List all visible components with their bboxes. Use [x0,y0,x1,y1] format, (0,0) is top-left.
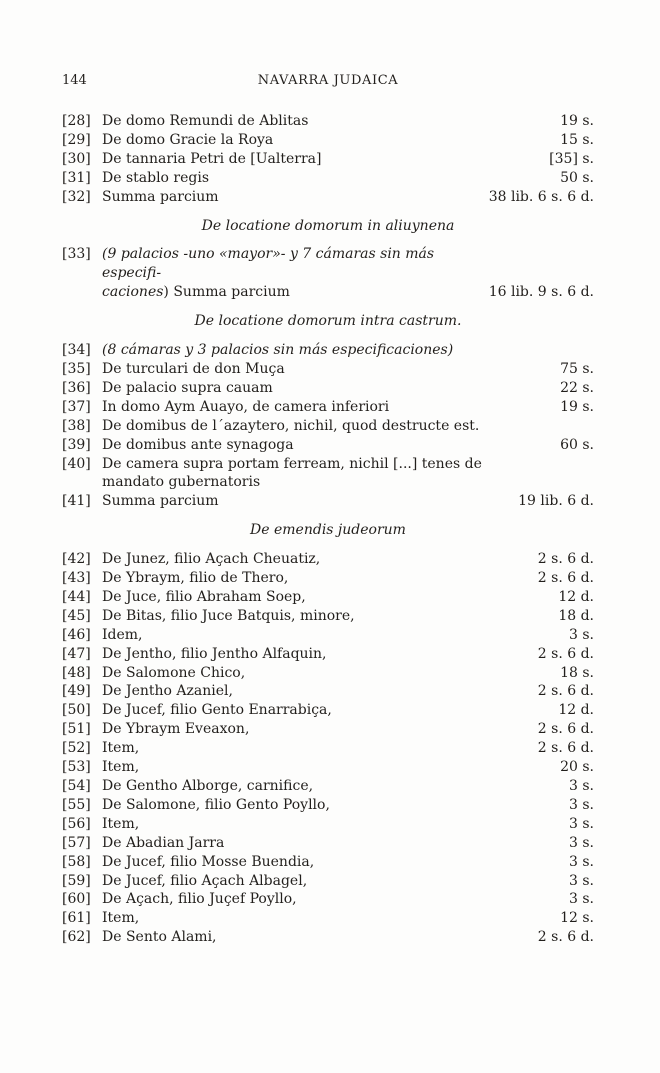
entry-amount: 2 s. 6 d. [537,721,594,738]
entry-number: [39] [62,436,91,453]
entry-row [62,909,594,928]
entry-amount: 16 lib. 9 s. 6 d. [488,284,594,301]
entry-text [102,417,594,436]
entry-text-segment: De Jucef, filio Açach Albagel, [102,872,308,889]
entry-text [102,112,560,131]
entry-text-segment: De Junez, filio Açach Cheuatiz, [102,551,321,568]
entry-text [102,245,489,302]
page-number: 144 [62,73,87,88]
entry-number: [33] [62,246,91,263]
entry-row [62,928,594,947]
entry-amount: 18 s. [560,664,594,681]
entry-number: [35] [62,360,91,377]
entry-row [62,379,594,398]
entry-amount: 3 s. [569,626,594,643]
entry-text-segment: (9 palacios -uno «mayor»- y 7 cámaras sin más especifi- [102,246,435,282]
entry-text-segment: De Jucef, filio Mosse Buendia, [102,853,315,870]
entry-number: [47] [62,645,91,662]
entry-row [62,701,594,720]
entry-number: [41] [62,493,91,510]
entry-text-segment: De Gentho Alborge, carnifice, [102,778,314,794]
entry-text-segment: In domo Aym Auayo, de camera inferiori [102,398,390,415]
entry-text [102,796,569,815]
entry-text [102,682,538,701]
entry-text [102,131,560,150]
entry-text [102,398,560,417]
entry-text [102,169,560,188]
entry-text [102,928,538,947]
entry-number: [62] [62,929,91,946]
entry-number: [43] [62,570,91,587]
entry-row [62,455,594,493]
entry-amount: 19 lib. 6 d. [518,493,594,510]
entry-amount: 3 s. [569,834,594,851]
entry-row [62,626,594,645]
entry-number: [29] [62,131,91,148]
entry-row [62,682,594,701]
entry-amount: 2 s. 6 d. [537,645,594,662]
entry-row [62,834,594,853]
entry-row [62,398,594,417]
section-heading: De locatione domorum intra castrum. [194,313,462,330]
entry-row [62,645,594,664]
entry-text [102,492,518,511]
entry-row [62,890,594,909]
entry-text-segment: De Salomone Chico, [102,664,246,681]
entry-text-segment: De turculari de don Muça [102,360,285,377]
entry-text [102,701,558,720]
entry-text-segment: De tannaria Petri de [Ualterra] [102,150,322,167]
entry-text [102,664,560,683]
entry-number: [42] [62,551,91,568]
entry-text [102,777,569,796]
entry-text [102,890,569,909]
entry-amount: 22 s. [560,379,594,396]
entry-text-segment: Item, [102,740,140,757]
entry-amount: 3 s. [569,891,594,908]
entry-text [102,150,549,169]
entry-row [62,112,594,131]
entry-amount: 12 s. [560,910,594,927]
entry-number: [36] [62,379,91,396]
entry-amount: 19 s. [560,398,594,415]
entry-row [62,436,594,455]
entry-text-segment: De Ybraym, filio de Thero, [102,570,289,587]
entry-row [62,417,594,436]
entry-text-segment: De Jucef, filio Gento Enarrabiça, [102,702,332,719]
entry-number: [54] [62,778,91,794]
entry-row [62,815,594,834]
entry-number: [40] [62,455,91,472]
entry-row [62,796,594,815]
entry-amount: 3 s. [569,796,594,813]
entry-text-segment: ) Summa parcium [163,284,290,301]
entry-text [102,815,569,834]
entry-row [62,588,594,607]
entry-row [62,360,594,379]
entry-text [102,834,569,853]
entry-amount: 2 s. 6 d. [537,570,594,587]
entry-text [102,550,538,569]
entry-amount: 75 s. [560,360,594,377]
entry-number: [52] [62,740,91,757]
entry-row [62,853,594,872]
entry-text-segment: Item, [102,815,140,832]
entry-number: [48] [62,664,91,681]
entry-text [102,569,538,588]
entry-number: [60] [62,891,91,908]
entry-amount: 3 s. [569,853,594,870]
entry-number: [58] [62,853,91,870]
entry-text-segment: Item, [102,759,140,776]
page-header [62,73,594,89]
entry-number: [37] [62,398,91,415]
entry-text-segment: De palacio supra cauam [102,379,273,396]
entry-amount: 50 s. [560,169,594,186]
entry-text-segment: (8 cámaras y 3 palacios sin más especificaciones) [102,342,454,359]
entry-text [102,739,538,758]
entry-amount: 60 s. [560,436,594,453]
entry-number: [38] [62,417,91,434]
entry-number: [44] [62,588,91,605]
entry-text [102,720,538,739]
entry-text-segment: De Ybraym Eveaxon, [102,721,250,738]
entry-amount: 2 s. 6 d. [537,683,594,700]
entry-number: [34] [62,342,91,359]
entry-row [62,550,594,569]
entry-amount: 3 s. [569,872,594,889]
entry-text-segment: De Jentho, filio Jentho Alfaquin, [102,645,327,662]
entry-amount: 20 s. [560,759,594,776]
entry-row [62,664,594,683]
entry-amount: 3 s. [569,778,594,794]
entry-text [102,341,594,360]
entry-text-segment: De domo Gracie la Roya [102,131,274,148]
entry-text-segment: mandato gubernatoris [102,474,261,491]
entry-amount: 38 lib. 6 s. 6 d. [488,188,594,205]
entry-text-segment: De Sento Alami, [102,929,217,946]
entry-number: [28] [62,113,91,129]
entry-amount: 2 s. 6 d. [537,740,594,757]
entry-amount: 3 s. [569,815,594,832]
entry-row [62,150,594,169]
entry-text [102,853,569,872]
entry-number: [45] [62,607,91,624]
entry-number: [46] [62,626,91,643]
entry-text-segment: De Salomone, filio Gento Poyllo, [102,796,330,813]
entry-text-segment: De Juce, filio Abraham Soep, [102,588,306,605]
entry-text-segment: Summa parcium [102,493,219,510]
entry-row [62,188,594,207]
running-title: NAVARRA JUDAICA [257,73,399,88]
entry-text-segment: De domibus ante synagoga [102,436,294,453]
entry-text [102,626,569,645]
entry-text-segment: De domibus de l´azaytero, nichil, quod destructe est. [102,417,480,434]
entry-amount: 12 d. [558,702,594,719]
entry-row [62,131,594,150]
entry-text-segment: De Bitas, filio Juce Batquis, minore, [102,607,355,624]
entry-text [102,872,569,891]
entry-row [62,777,594,796]
entry-text-segment: Summa parcium [102,188,219,205]
entry-text [102,607,558,626]
entry-row [62,245,594,302]
entry-text-segment: De camera supra portam ferream, nichil [...] tenes de [102,455,482,472]
entry-text-segment: De Açach, filio Juçef Poyllo, [102,891,297,908]
entry-row [62,169,594,188]
entry-text [102,758,560,777]
entry-text-segment: De Abadian Jarra [102,834,225,851]
document-page [0,73,660,1073]
entry-amount: 12 d. [558,588,594,605]
entry-text [102,360,560,379]
entry-amount: 18 d. [558,607,594,624]
entry-row [62,492,594,511]
entry-text-segment: De Jentho Azaniel, [102,683,233,700]
entry-text [102,645,538,664]
entry-text-segment: Item, [102,910,140,927]
entry-number: [49] [62,683,91,700]
entry-text [102,188,489,207]
entry-number: [32] [62,188,91,205]
entry-text-segment: caciones [102,284,164,301]
entry-text-segment: Idem, [102,626,143,643]
entry-number: [30] [62,150,91,167]
entry-amount: 15 s. [560,131,594,148]
entry-text [102,588,558,607]
section-heading: De locatione domorum in aliuynena [201,217,455,234]
entry-text-segment: De domo Remundi de Ablitas [102,113,309,129]
entry-row [62,607,594,626]
section-heading: De emendis judeorum [250,522,406,539]
entry-number: [51] [62,721,91,738]
entry-number: [55] [62,796,91,813]
entry-text [102,455,594,493]
entry-amount: 19 s. [560,113,594,129]
entry-number: [50] [62,702,91,719]
entries-content [62,112,594,947]
entry-row [62,872,594,891]
entry-text-segment: De stablo regis [102,169,210,186]
entry-number: [31] [62,169,91,186]
entry-amount: 2 s. 6 d. [537,551,594,568]
entry-row [62,341,594,360]
entry-amount: [35] s. [549,150,594,167]
entry-text [102,909,560,928]
entry-number: [57] [62,834,91,851]
entry-amount: 2 s. 6 d. [537,929,594,946]
entry-number: [53] [62,759,91,776]
entry-number: [56] [62,815,91,832]
entry-text [102,436,560,455]
entry-row [62,739,594,758]
entry-row [62,758,594,777]
entry-text [102,379,560,398]
entry-number: [61] [62,910,91,927]
entry-row [62,569,594,588]
entry-number: [59] [62,872,91,889]
entry-row [62,720,594,739]
